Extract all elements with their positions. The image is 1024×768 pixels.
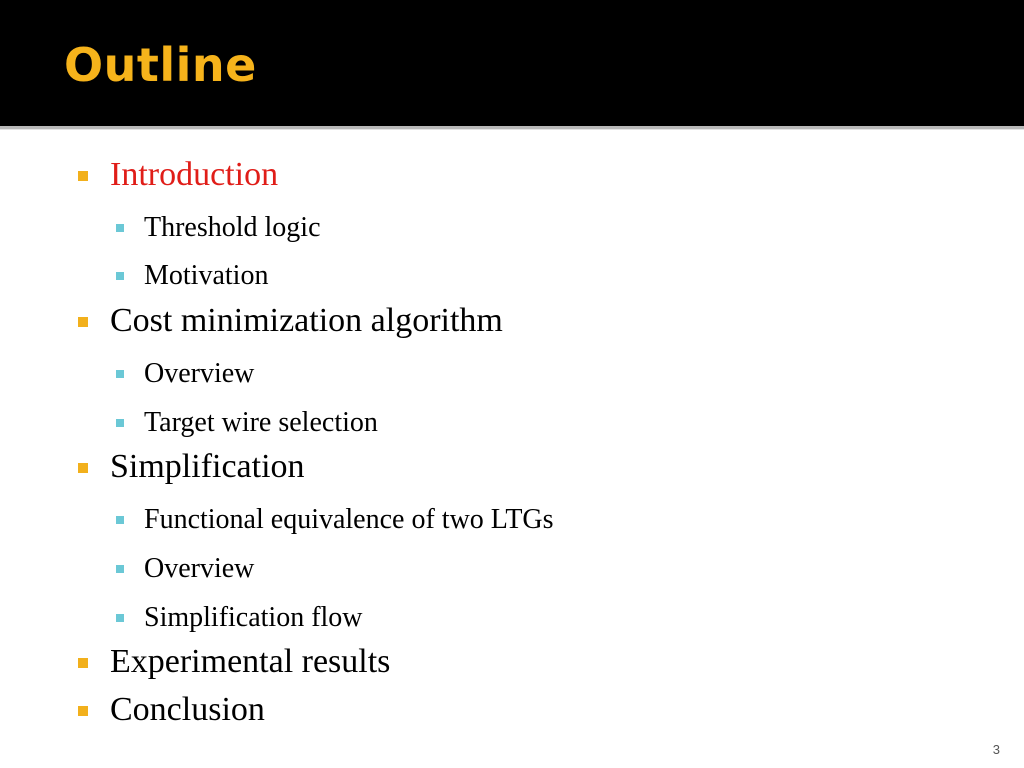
outline-subitem-overview: [144, 552, 254, 586]
square-bullet-icon: [116, 516, 124, 524]
outline-item-introduction: [110, 155, 278, 195]
outline-subitem-target-wire-selection: [144, 406, 378, 440]
slide-title: Outline: [64, 38, 257, 92]
outline-subitem-label: Threshold logic: [144, 212, 321, 243]
outline-subitem-label: Functional equivalence of two LTGs: [144, 504, 554, 535]
square-bullet-icon: [116, 419, 124, 427]
square-bullet-icon: [78, 317, 88, 327]
square-bullet-icon: [78, 171, 88, 181]
outline-subitem-label: Motivation: [144, 260, 269, 291]
outline-item-label: Introduction: [110, 156, 279, 193]
outline-item-label: Experimental results: [110, 643, 391, 680]
outline-subitem-label: Target wire selection: [144, 407, 378, 438]
square-bullet-icon: [116, 370, 124, 378]
outline-item-experimental-results: [110, 642, 390, 682]
outline-subitem-threshold-logic: [144, 211, 321, 245]
outline-item-conclusion: [110, 690, 265, 730]
square-bullet-icon: [78, 658, 88, 668]
outline-item-label: Simplification: [110, 448, 305, 485]
square-bullet-icon: [78, 463, 88, 473]
outline-subitem-motivation: [144, 259, 268, 293]
outline-item-simplification: [110, 447, 305, 487]
outline-subitem-simplification-flow: [144, 601, 363, 635]
outline-subitem-functional-equivalence: [144, 503, 554, 537]
outline-item-label: Conclusion: [110, 691, 265, 728]
outline-item-label: Cost minimization algorithm: [110, 302, 503, 339]
square-bullet-icon: [78, 706, 88, 716]
outline-item-cost-minimization: [110, 301, 503, 341]
outline-subitem-label: Overview: [144, 358, 255, 389]
outline-subitem-label: Overview: [144, 553, 255, 584]
square-bullet-icon: [116, 565, 124, 573]
square-bullet-icon: [116, 224, 124, 232]
page-number: 3: [992, 742, 1000, 757]
outline-subitem-label: Simplification flow: [144, 602, 363, 633]
square-bullet-icon: [116, 272, 124, 280]
outline-subitem-overview: [144, 357, 254, 391]
square-bullet-icon: [116, 614, 124, 622]
